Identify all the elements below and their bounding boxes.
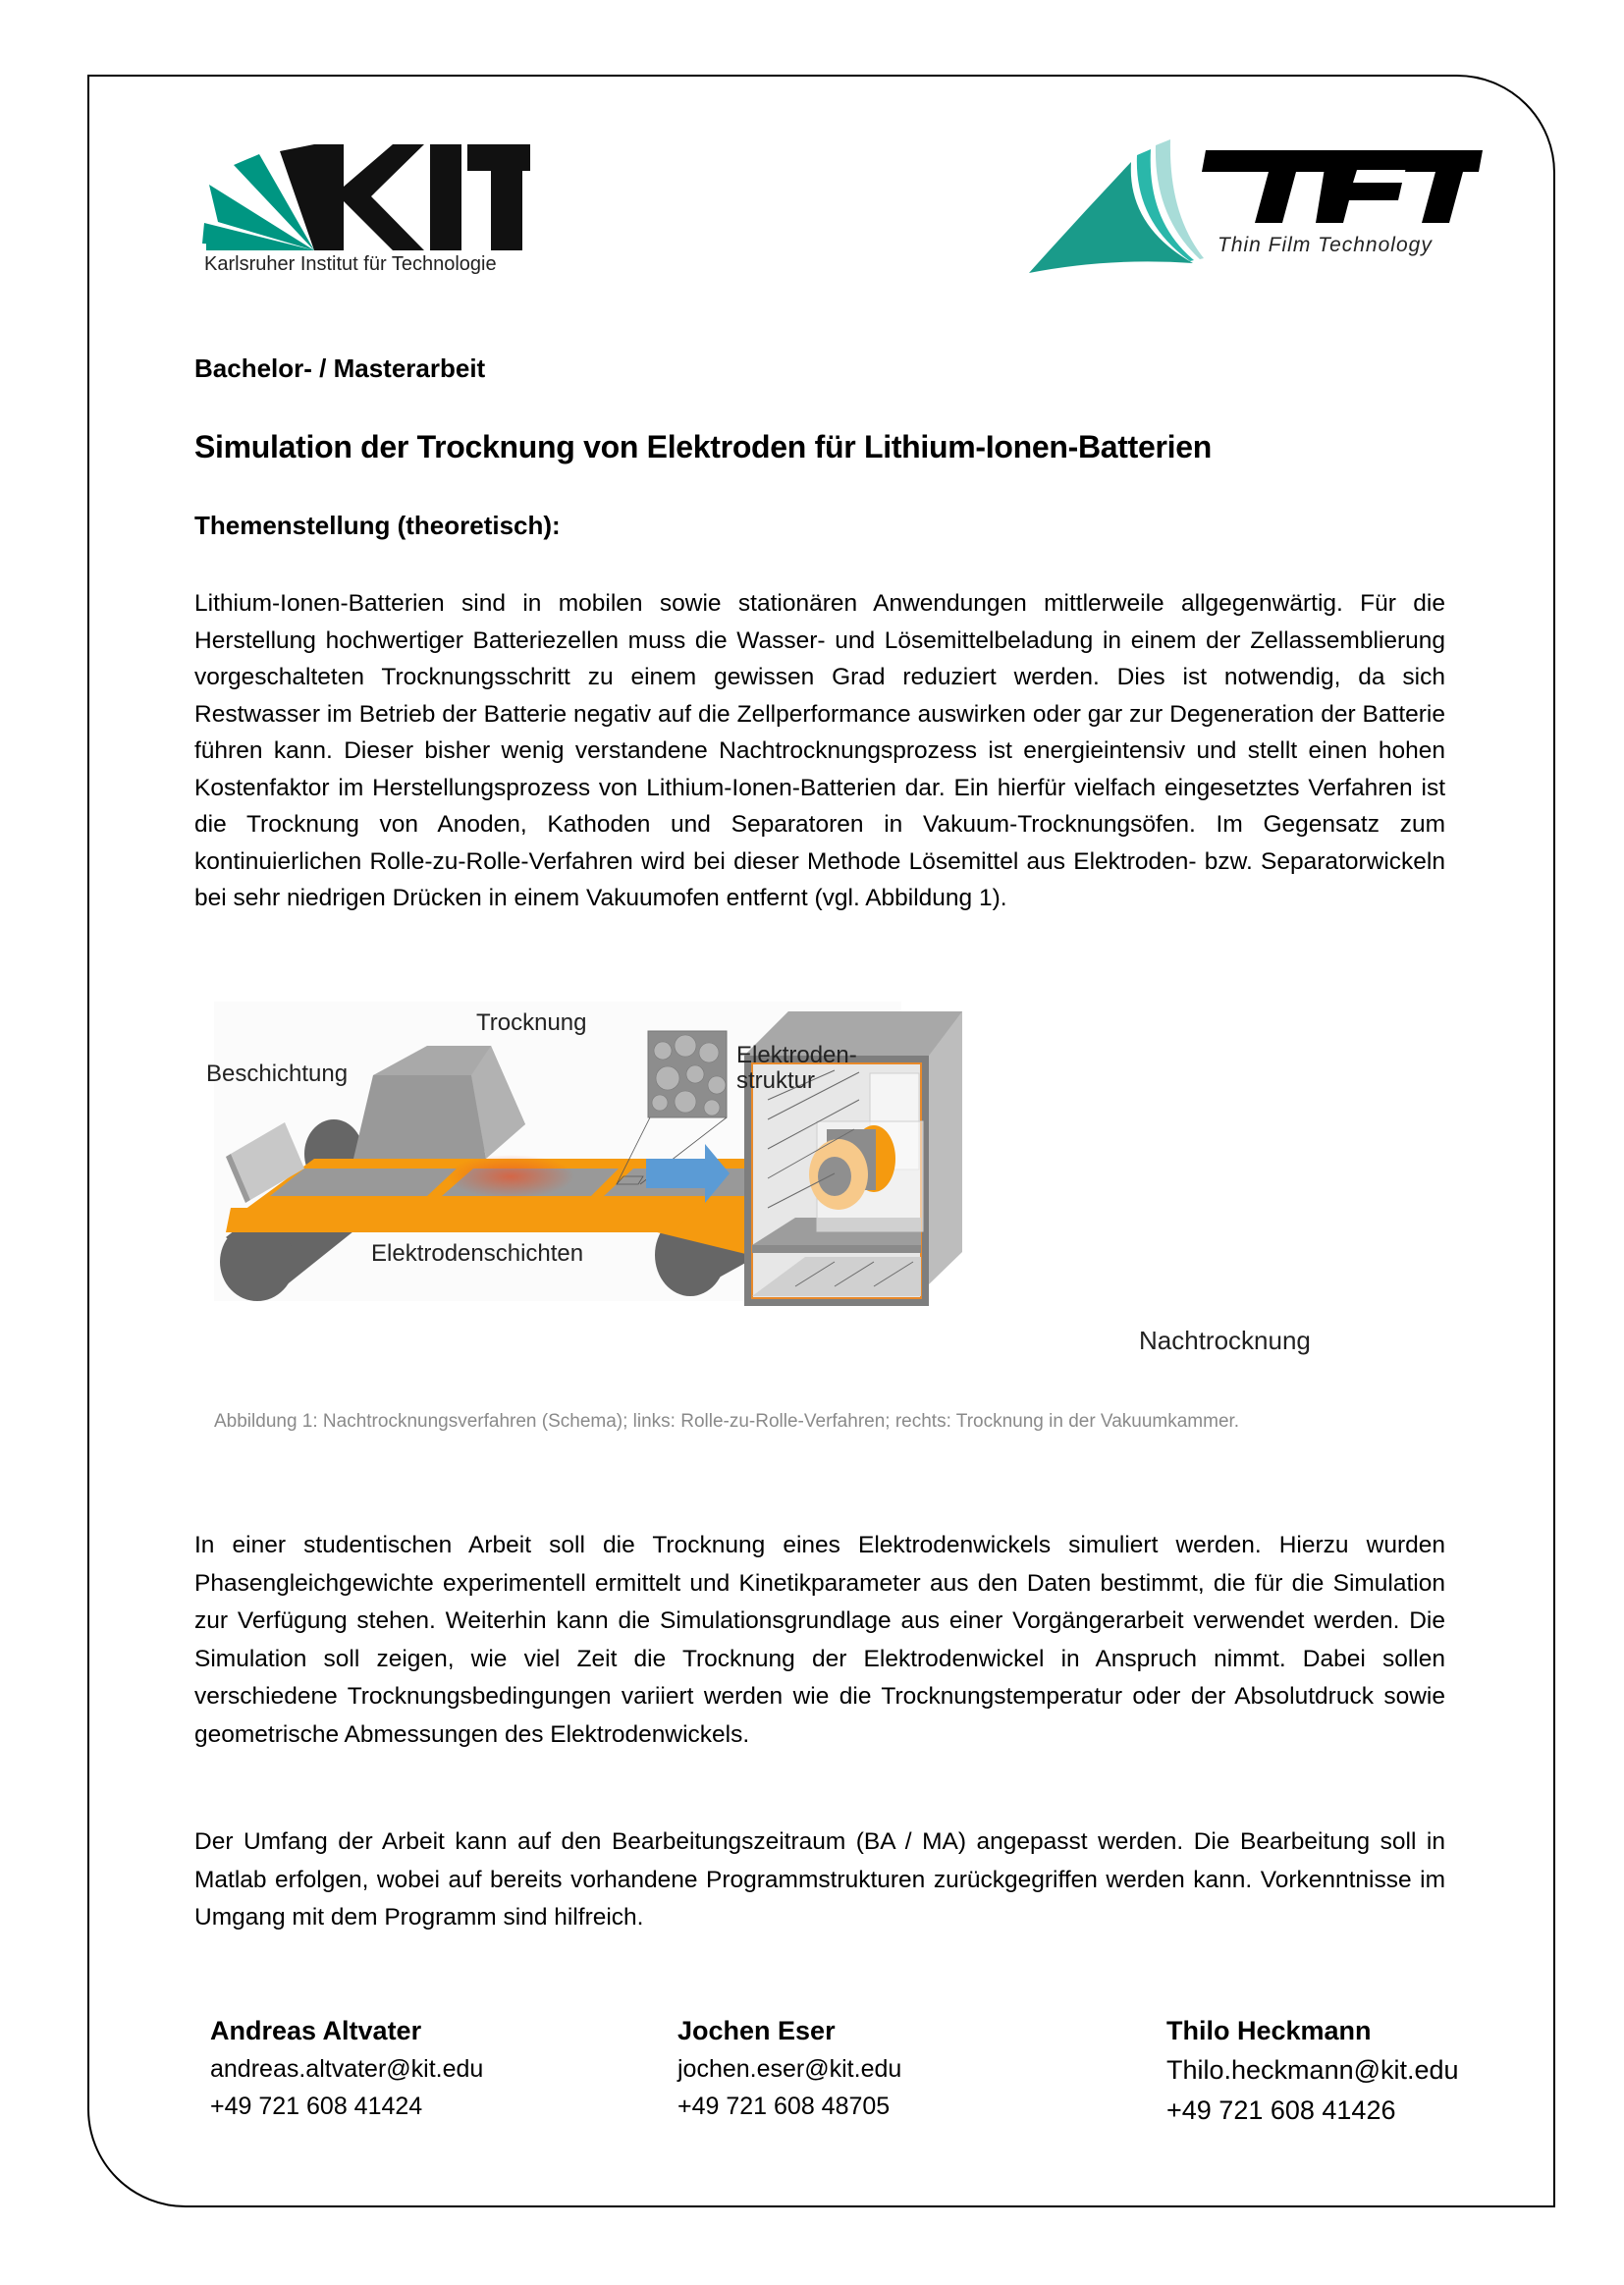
page-title: Simulation der Trocknung von Elektroden für Lithium-Ionen-Batterien — [194, 429, 1212, 464]
thesis-type: Bachelor- / Masterarbeit — [194, 354, 486, 383]
label-drying: Trocknung — [476, 1009, 587, 1036]
figure-caption: Abbildung 1: Nachtrocknungsverfahren (Schema); links: Rolle-zu-Rolle-Verfahren; rechts: Trocknung in der Vakuumkammer. — [214, 1411, 1240, 1432]
contact-email[interactable]: andreas.altvater@kit.edu — [210, 2055, 484, 2083]
label-post-drying: Nachtrocknung — [1139, 1326, 1311, 1355]
task-paragraph: In einer studentischen Arbeit soll die Trocknung eines Elektrodenwickels simuliert werden. Hierzu wurden Phasengleichgewichte experimentell ermittelt und Kinetikparameter aus den Daten bestimmt, die für die Simulation zur Verfügung stehen. Weiterhin kann die Simulationsgrundlage aus einer Vorgängerarbeit verwendet werden. Die Simulation soll zeigen, wie viel Zeit die Trocknung der Elektrodenwickel in Anspruch nimmt. Dabei sollen verschiedene Trocknungsbedingungen variiert werden wie die Trocknungstemperatur oder der Absolutdruck sowie geometrische Abmessungen des Elektrodenwickels. — [194, 1532, 1445, 1748]
label-coating: Beschichtung — [206, 1061, 349, 1087]
contact-card — [1166, 2011, 1459, 2131]
label-electrode-layers: Elektrodenschichten — [371, 1240, 584, 1267]
intro-paragraph: Lithium-Ionen-Batterien sind in mobilen sowie stationären Anwendungen mittlerweile allgegenwärtig. Für die Herstellung hochwertiger Batteriezellen muss die Wasser- und Lösemittelbeladung in einem der Zellassemblierung vorgeschalteten Trocknungsschritt zu einem gewissen Grad reduziert werden. Dies ist notwendig, da sich Restwasser im Betrieb der Batterie negativ auf die Zellperformance auswirken oder gar zur Degeneration der Batterie führen kann. Dieser bisher wenig verstandene Nachtrocknungsprozess ist energieintensiv und stellt einen hohen Kostenfaktor im Herstellungsprozess von Lithium-Ionen-Batterien dar. Ein hierfür vielfach eingesetztes Verfahren ist die Trocknung von Anoden, Kathoden und Separatoren in Vakuum-Trocknungsöfen. Im Gegensatz zum kontinuierlichen Rolle-zu-Rolle-Verfahren wird bei dieser Methode Lösemittel aus Elektroden- bzw. Separatorwickeln bei sehr niedrigen Drücken in einem Vakuumofen entfernt (vgl. Abbildung 1). — [194, 590, 1445, 911]
left-roller-icon — [220, 1223, 295, 1301]
label-electrode-structure-line1: Elektroden- — [736, 1042, 857, 1068]
dryer-icon — [353, 1075, 486, 1159]
contact-name: Thilo Heckmann — [1166, 2016, 1372, 2045]
kit-logo-icon — [196, 128, 530, 250]
tft-logo-subtitle: Thin Film Technology — [1218, 234, 1433, 256]
label-electrode-structure — [736, 1043, 857, 1094]
contact-phone: +49 721 608 48705 — [677, 2093, 891, 2120]
figure-1 — [206, 992, 1453, 1385]
contact-phone: +49 721 608 41424 — [210, 2093, 423, 2120]
contact-card — [677, 2011, 901, 2125]
contact-phone: +49 721 608 41426 — [1166, 2095, 1396, 2125]
contact-card — [210, 2011, 483, 2125]
contact-email[interactable]: Thilo.heckmann@kit.edu — [1166, 2055, 1459, 2085]
scope-paragraph: Der Umfang der Arbeit kann auf den Bearbeitungszeitraum (BA / MA) angepasst werden. Die Bearbeitung soll in Matlab erfolgen, wobei auf bereits vorhandene Programmstrukturen zurückgegriffen werden kann. Vorkenntnisse im Umgang mit dem Programm sind hilfreich. — [194, 1828, 1445, 1931]
section-heading: Themenstellung (theoretisch): — [194, 511, 561, 540]
label-electrode-structure-line2: struktur — [736, 1067, 816, 1094]
contact-name: Andreas Altvater — [210, 2016, 422, 2045]
kit-logo-subtitle: Karlsruher Institut für Technologie — [204, 253, 497, 275]
contact-email[interactable]: jochen.eser@kit.edu — [677, 2055, 902, 2083]
contact-name: Jochen Eser — [677, 2016, 836, 2045]
